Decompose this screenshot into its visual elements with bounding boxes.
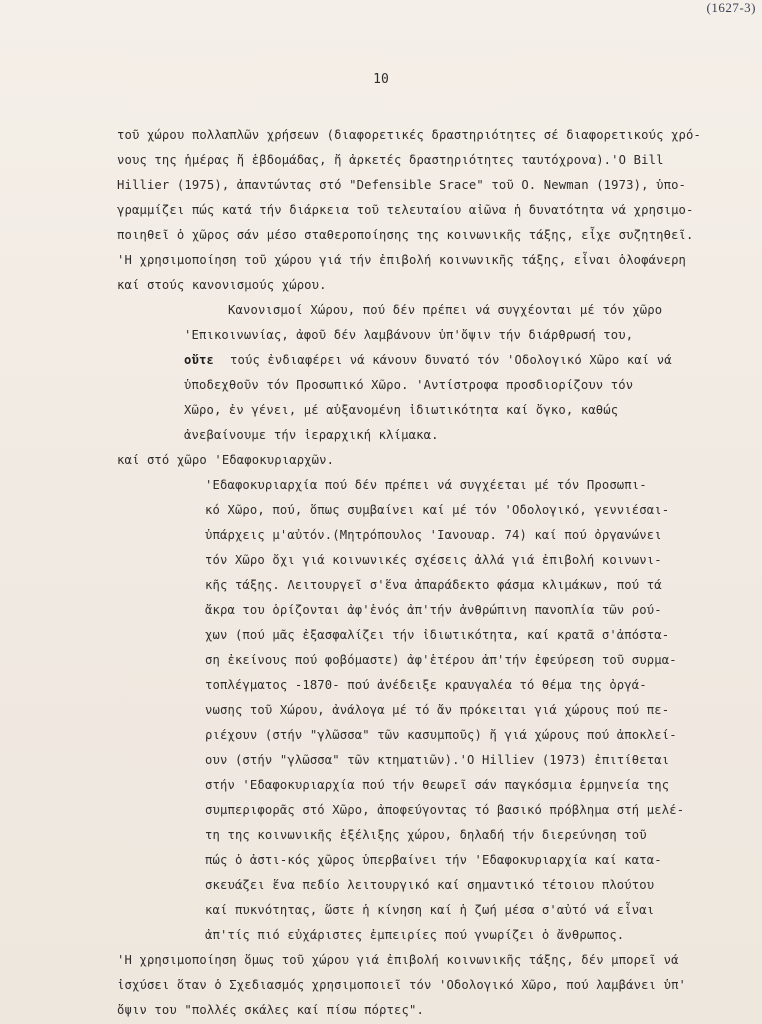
text-line: νωσης τοῦ Χώρου, ἀνάλογα μέ τό ἄν πρόκειται γιά χώρους πού πε- (205, 703, 670, 717)
text-line: 'Εδαφοκυριαρχία πού δέν πρέπει νά συγχέεται μέ τόν Προσωπι- (205, 478, 647, 492)
text-line: ποιηθεῖ ὁ χῶρος σάν μέσο σταθεροποίησης της κοινωνικῆς τάξης, εἶχε συζητηθεῖ. (117, 228, 694, 242)
text-line: πώς ὁ ἀστι-κός χῶρος ὑπερβαίνει τήν 'Εδαφοκυριαρχία καί κατα- (205, 853, 662, 867)
text-line: 'Η χρησιμοποίηση ὅμως τοῦ χώρου γιά ἐπιβολή κοινωνικῆς τάξης, δέν μπορεῖ νά (117, 953, 679, 967)
text-line: χων (πού μᾶς ἐξασφαλίζει τήν ἰδιωτικότητα, καί κρατᾶ σ'ἀπόστα- (205, 628, 670, 642)
text-line: κό Χῶρο, πού, ὅπως συμβαίνει καί μέ τόν 'Οδολογικό, γεννιέσαι- (205, 503, 670, 517)
text-line: Κανονισμοί Χώρου, πού δέν πρέπει νά συγχέονται μέ τόν χῶρο (228, 303, 663, 317)
text-line: σκευάζει ἕνα πεδίο λειτουργικό καί σημαντικό τέτοιου πλούτου (205, 878, 655, 892)
page-number: 10 (373, 72, 389, 87)
text-line: ἄκρα του ὁρίζονται ἀφ'ἑνός ἀπ'τήν ἀνθρώπινη πανοπλία τῶν ρού- (205, 603, 662, 617)
text-line: νους της ἡμέρας ἤ ἑβδομάδας, ἤ ἀρκετές δραστηριότητες ταυτόχρονα).'Ο Bill (117, 153, 664, 167)
text-line: τη της κοινωνικῆς ἐξέλιξης χώρου, δηλαδή τήν διερεύνηση τοῦ (205, 828, 647, 842)
text-line: ἰσχύσει ὅταν ὁ Σχεδιασμός χρησιμοποιεῖ τόν 'Οδολογικό Χῶρο, πού λαμβάνει ὑπ' (117, 978, 687, 992)
text-line: Hillier (1975), ἀπαντώντας στό "Defensible Srace" τοῦ O. Newman (1973), ὑπο- (117, 178, 687, 192)
text-line: καί πυκνότητας, ὥστε ἡ κίνηση καί ἡ ζωή μέσα σ'αὐτό νά εἶναι (205, 903, 655, 917)
text-line: ὄψιν του "πολλές σκάλες καί πίσω πόρτες". (117, 1003, 424, 1017)
text-line: ἀπ'τίς πιό εὐχάριστες ἐμπειρίες πού γνωρίζει ὁ ἄνθρωπος. (205, 928, 625, 942)
text-line: καί στό χῶρο 'Εδαφοκυριαρχῶν. (117, 453, 335, 467)
text-line: συμπεριφορᾶς στό Χῶρο, ἀποφεύγοντας τό βασικό πρόβλημα στή μελέ- (205, 803, 685, 817)
text-line: ἀνεβαίνουμε τήν ἱεραρχική κλίμακα. (184, 428, 439, 442)
text-line: ὑποδεχθοῦν τόν Προσωπικό Χῶρο. 'Αντίστροφα προσδιορίζουν τόν (184, 378, 634, 392)
text-line: γραμμίζει πώς κατά τήν διάρκεια τοῦ τελευταίου αἰῶνα ἡ δυνατότητα νά χρησιμο- (117, 203, 694, 217)
text-line: ση ἐκείνους πού φοβόμαστε) ἀφ'ἑτέρου ἀπ'τήν ἐφεύρεση τοῦ συρμα- (205, 653, 677, 667)
text-line: 'Η χρησιμοποίηση τοῦ χώρου γιά τήν ἐπιβολή κοινωνικῆς τάξης, εἶναι ὁλοφάνερη (117, 253, 687, 267)
text-line: ουν (στήν "γλῶσσα" τῶν κτηματιῶν).'Ο Hilliev (1973) ἐπιτίθεται (205, 753, 670, 767)
text-line: Χῶρο, ἐν γένει, μέ αὐξανομένη ἰδιωτικότητα καί ὄγκο, καθώς (184, 403, 619, 417)
text-line: ὑπάρχεις μ'αὐτόν.(Μητρόπουλος 'Ιανουαρ. 74) καί πού ὀργανώνει (205, 528, 662, 542)
text-line: κῆς τάξης. Λειτουργεῖ σ'ἕνα ἀπαράδεκτο φάσμα κλιμάκων, πού τά (205, 578, 662, 592)
text-line: ριέχουν (στήν "γλῶσσα" τῶν κασυμποῦς) ἤ γιά χώρους πού ἀποκλεί- (205, 728, 677, 742)
text-line: στήν 'Εδαφοκυριαρχία πού τήν θεωρεῖ σάν παγκόσμια ἑρμηνεία της (205, 778, 670, 792)
text-line: καί στούς κανονισμούς χώρου. (117, 278, 327, 292)
text-line: τοπλέγματος -1870- πού ἀνέδειξε κραυγαλέα τό θέμα της ὀργά- (205, 678, 647, 692)
text-line: τούς ἐνδιαφέρει νά κάνουν δυνατό τόν 'Οδολογικό Χῶρο καί νά (230, 353, 672, 367)
text-line: 'Επικοινωνίας, ἀφοῦ δέν λαμβάνουν ὑπ'ὄψιν τήν διάρθρωσή του, (184, 328, 634, 342)
text-line: τόν Χῶρο ὄχι γιά κοινωνικές σχέσεις ἀλλά γιά ἐπιβολή κοινωνι- (205, 553, 662, 567)
oute-word: οὔτε (184, 353, 214, 367)
text-line: τοῦ χώρου πολλαπλῶν χρήσεων (διαφορετικές δραστηριότητες σέ διαφορετικούς χρό- (117, 128, 702, 142)
archive-mark: (1627-3) (706, 0, 756, 15)
